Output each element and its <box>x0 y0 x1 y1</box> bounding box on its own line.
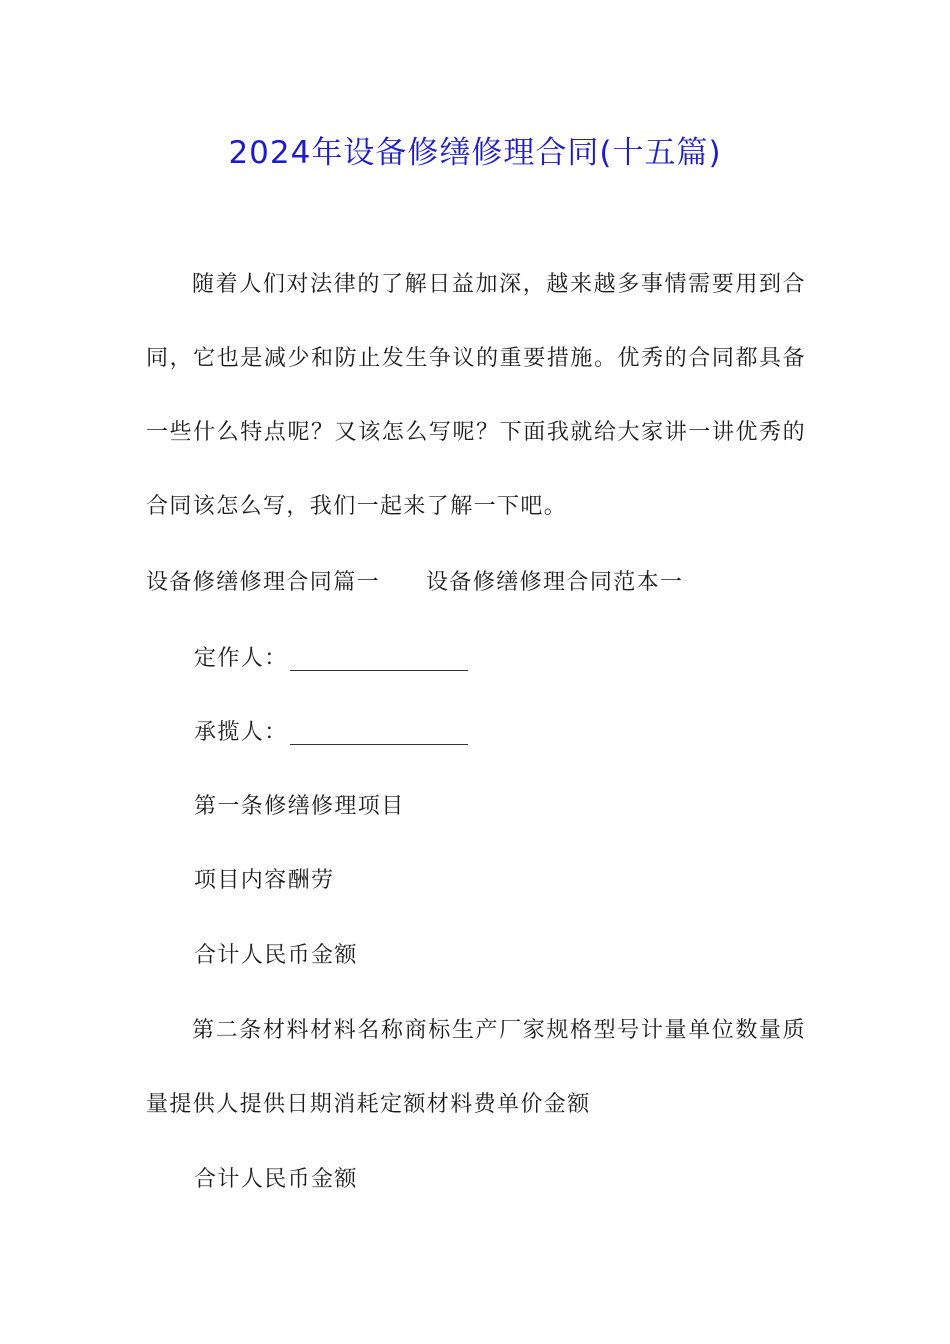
party-b-line <box>194 713 468 753</box>
party-b-blank <box>290 722 468 745</box>
article-1-columns: 项目内容酬劳 <box>194 868 335 893</box>
section-heading-line <box>146 563 683 603</box>
document-title: 2024年设备修缮修理合同(十五篇) <box>228 135 722 171</box>
article-2-paragraph: 第二条材料材料名称商标生产厂家规格型号计量单位数量质量提供人提供日期消耗定额材料费单价金额 <box>146 1018 806 1117</box>
intro-paragraph: 随着人们对法律的了解日益加深，越来越多事情需要用到合同，它也是减少和防止发生争议的重要措施。优秀的合同都具备一些什么特点呢？又该怎么写呢？下面我就给大家讲一讲优秀的合同该怎么写，我们一起来了解一下吧。 <box>146 272 806 519</box>
party-a-line <box>194 639 468 679</box>
party-a-label: 定作人： <box>194 646 288 671</box>
section-subheading: 设备修缮修理合同范本一 <box>426 570 684 595</box>
article-2-total: 合计人民币金额 <box>194 1167 358 1192</box>
article-1-total: 合计人民币金额 <box>194 943 358 968</box>
article-1-heading: 第一条修缮修理项目 <box>194 794 405 819</box>
party-b-label: 承揽人： <box>194 720 288 745</box>
section-heading: 设备修缮修理合同篇一 <box>146 570 381 595</box>
party-a-blank <box>290 648 468 671</box>
